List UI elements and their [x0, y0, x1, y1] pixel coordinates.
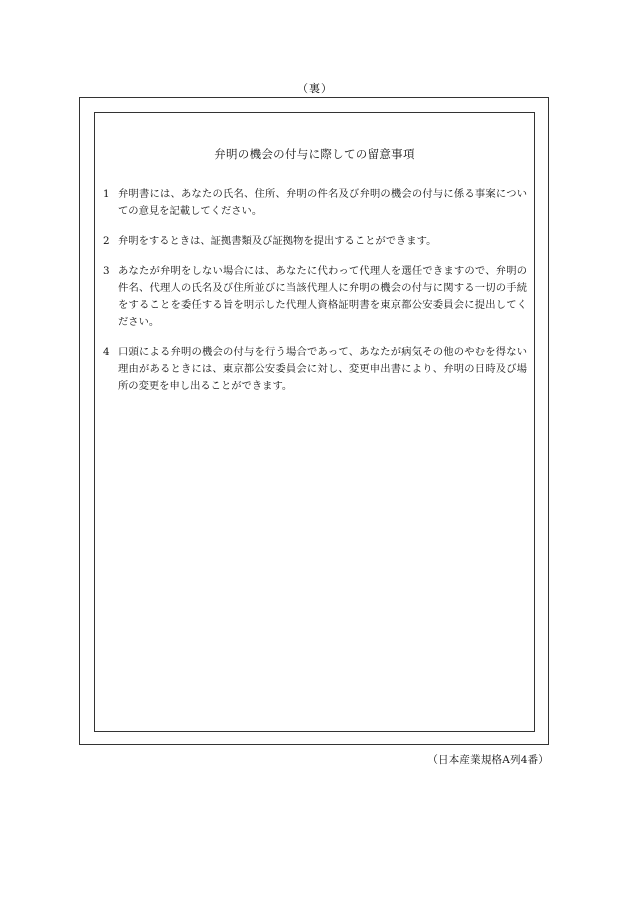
paper-size-note: （日本産業規格A列4番）: [427, 754, 549, 766]
notice-item: [103, 186, 527, 220]
notice-item: [103, 233, 527, 250]
item-text: 口頭による弁明の機会の付与を行う場合であって、あなたが病気その他のやむを得ない理由があるときには、東京都公安委員会に対し、変更申出書により、弁明の日時及び場所の変更を申し出ることができます。: [118, 346, 527, 392]
notice-item: [103, 344, 527, 395]
page-side-label: （裏）: [297, 82, 333, 95]
item-text: あなたが弁明をしない場合には、あなたに代わって代理人を選任できますので、弁明の件名、代理人の氏名及び住所並びに当該代理人に弁明の機会の付与に関する一切の手続をすることを委任する旨を明示した代理人資格証明書を東京都公安委員会に提出してください。: [118, 265, 527, 328]
notice-title: 弁明の機会の付与に際しての留意事項: [214, 147, 415, 161]
item-number: 4: [103, 346, 110, 358]
item-number: 2: [103, 235, 110, 247]
notice-item: [103, 263, 527, 331]
item-text: 弁明書には、あなたの氏名、住所、弁明の件名及び弁明の機会の付与に係る事案についての意見を記載してください。: [118, 188, 527, 217]
item-number: 1: [103, 188, 110, 200]
notice-list: [103, 186, 527, 408]
item-number: 3: [103, 265, 110, 277]
item-text: 弁明をするときは、証拠書類及び証拠物を提出することができます。: [118, 235, 437, 247]
